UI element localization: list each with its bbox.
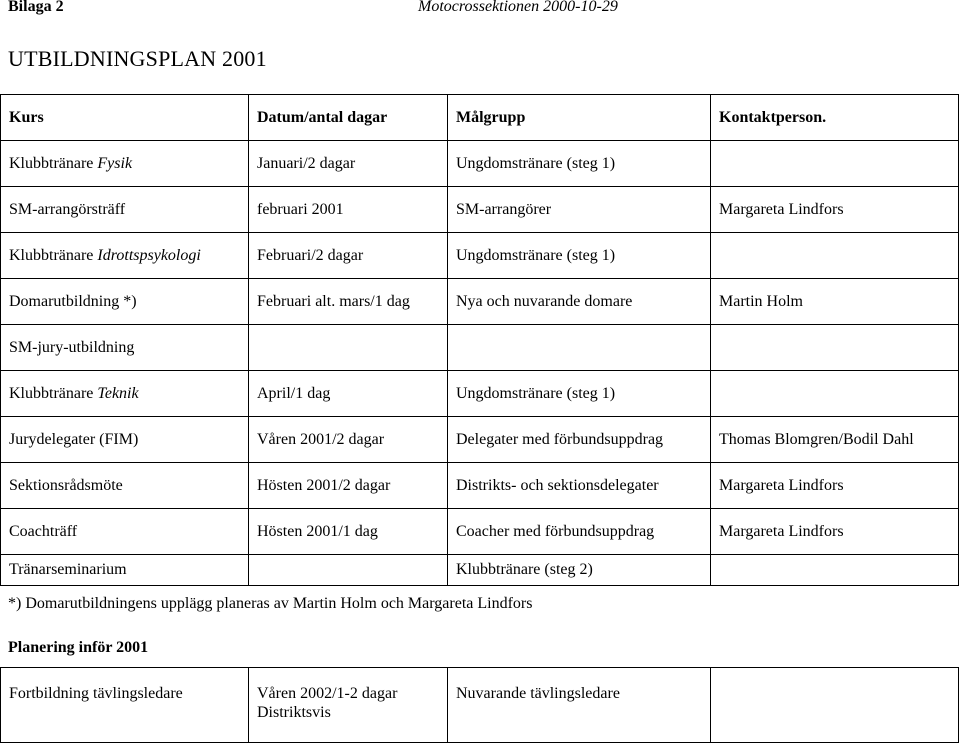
column-header-datum: Datum/antal dagar <box>249 95 448 141</box>
cell-malgrupp: Ungdomstränare (steg 1) <box>448 141 711 187</box>
table-row <box>1 417 959 463</box>
cell-kurs-italic: Idrottspsykologi <box>97 246 201 264</box>
cell-kontakt: Margareta Lindfors <box>711 187 959 233</box>
attachment-label: Bilaga 2 <box>8 0 64 15</box>
cell-datum <box>249 325 448 371</box>
cell-malgrupp: Ungdomstränare (steg 1) <box>448 371 711 417</box>
table-row <box>1 371 959 417</box>
cell-kurs-text: Tränarseminarium <box>9 561 127 578</box>
cell-datum: Februari alt. mars/1 dag <box>249 279 448 325</box>
cell-kurs-text: SM-arrangörsträff <box>9 200 126 218</box>
cell-kurs-text: Klubbtränare <box>9 246 98 264</box>
table-row <box>1 555 959 586</box>
cell-malgrupp: Distrikts- och sektionsdelegater <box>448 463 711 509</box>
table-row <box>1 233 959 279</box>
cell-kurs <box>1 141 249 187</box>
cell-kurs-text: Klubbtränare <box>9 154 98 172</box>
cell-kontakt <box>711 233 959 279</box>
table-row <box>1 668 959 743</box>
planning-table <box>0 667 959 743</box>
cell-malgrupp: Klubbtränare (steg 2) <box>448 555 711 586</box>
cell-malgrupp: Delegater med förbundsuppdrag <box>448 417 711 463</box>
footnote: *) Domarutbildningens upplägg planeras av Martin Holm och Margareta Lindfors <box>8 595 533 612</box>
cell-kurs-text: Jurydelegater (FIM) <box>9 430 139 448</box>
table-row <box>1 463 959 509</box>
column-header-kurs: Kurs <box>1 95 249 141</box>
cell-kurs <box>1 555 249 586</box>
cell-kurs <box>1 325 249 371</box>
cell-datum: Hösten 2001/2 dagar <box>249 463 448 509</box>
cell-datum: Hösten 2001/1 dag <box>249 509 448 555</box>
cell-datum: Januari/2 dagar <box>249 141 448 187</box>
cell-datum <box>249 668 448 743</box>
cell-kurs-italic: Fysik <box>97 154 133 172</box>
cell-datum-line2: Distriktsvis <box>257 704 331 721</box>
cell-kontakt: Martin Holm <box>711 279 959 325</box>
section-date: Motocrossektionen 2000-10-29 <box>418 0 618 15</box>
table-row <box>1 187 959 233</box>
column-header-kontakt: Kontaktperson. <box>711 95 959 141</box>
cell-datum: Februari/2 dagar <box>249 233 448 279</box>
cell-malgrupp <box>448 325 711 371</box>
cell-kontakt: Margareta Lindfors <box>711 463 959 509</box>
page-title: UTBILDNINGSPLAN 2001 <box>8 46 267 71</box>
cell-kurs-text: Coachträff <box>9 522 78 540</box>
cell-kurs-text: Sektionsrådsmöte <box>9 476 123 494</box>
cell-kurs-text: SM-jury-utbildning <box>9 338 135 356</box>
cell-kurs <box>1 509 249 555</box>
cell-malgrupp: Ungdomstränare (steg 1) <box>448 233 711 279</box>
cell-kontakt <box>711 371 959 417</box>
cell-kurs-text: Domarutbildning *) <box>9 292 137 310</box>
cell-kontakt: Margareta Lindfors <box>711 509 959 555</box>
table-row <box>1 279 959 325</box>
cell-kurs <box>1 371 249 417</box>
cell-datum <box>249 555 448 586</box>
planning-heading: Planering inför 2001 <box>8 639 149 656</box>
column-header-malgrupp: Målgrupp <box>448 95 711 141</box>
cell-kontakt: Thomas Blomgren/Bodil Dahl <box>711 417 959 463</box>
cell-datum: April/1 dag <box>249 371 448 417</box>
cell-kontakt <box>711 141 959 187</box>
cell-kurs-italic: Teknik <box>97 384 139 402</box>
cell-datum: februari 2001 <box>249 187 448 233</box>
cell-malgrupp: Coacher med förbundsuppdrag <box>448 509 711 555</box>
cell-datum: Våren 2001/2 dagar <box>249 417 448 463</box>
table-row <box>1 325 959 371</box>
cell-kurs <box>1 463 249 509</box>
table-header-row <box>1 95 959 141</box>
cell-malgrupp: Nya och nuvarande domare <box>448 279 711 325</box>
cell-kurs <box>1 279 249 325</box>
cell-kontakt <box>711 555 959 586</box>
cell-kurs <box>1 233 249 279</box>
table-row <box>1 509 959 555</box>
cell-kurs <box>1 187 249 233</box>
cell-malgrupp: SM-arrangörer <box>448 187 711 233</box>
cell-datum-line1: Våren 2002/1-2 dagar <box>257 685 398 702</box>
cell-kurs: Fortbildning tävlingsledare <box>1 668 249 743</box>
cell-kontakt <box>711 325 959 371</box>
education-plan-table <box>0 94 959 586</box>
cell-kontakt <box>711 668 959 743</box>
cell-malgrupp: Nuvarande tävlingsledare <box>448 668 711 743</box>
cell-kurs <box>1 417 249 463</box>
cell-kurs-text: Klubbtränare <box>9 384 98 402</box>
table-row <box>1 141 959 187</box>
